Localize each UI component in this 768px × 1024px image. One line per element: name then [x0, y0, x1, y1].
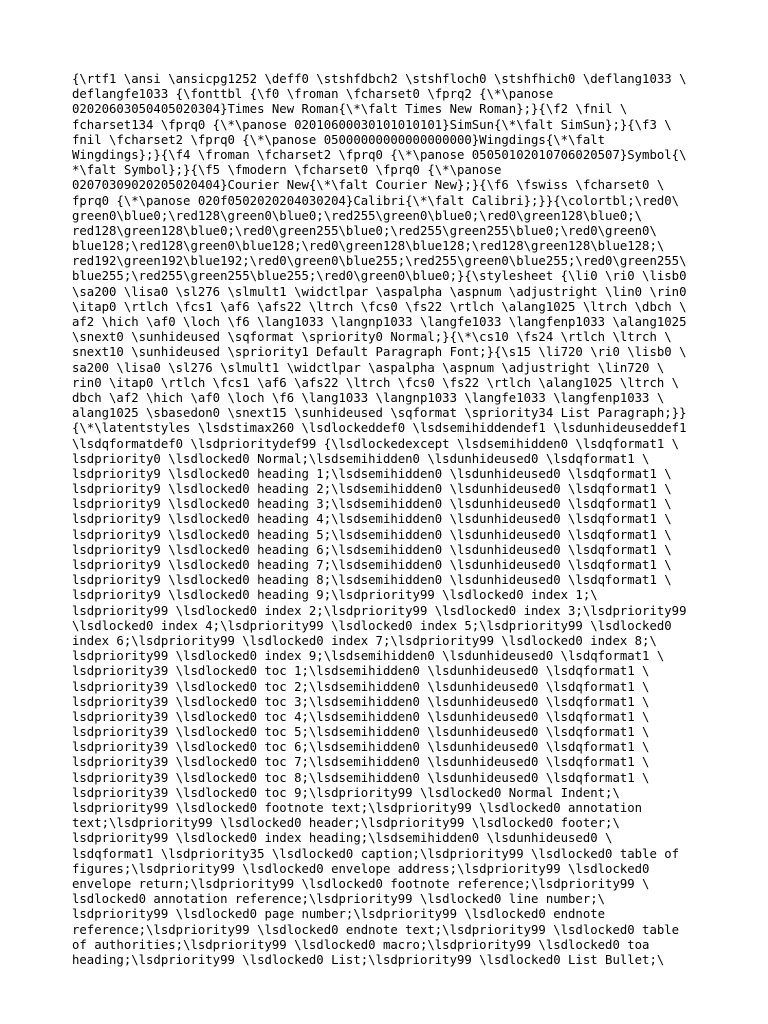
text-line: red192\green192\blue192;\red0\green0\blue255;\red255\green0\blue255;\red0\green255\	[72, 254, 687, 269]
text-line: lsdpriority99 \lsdlocked0 index heading;\lsdsemihidden0 \lsdunhideused0 \	[72, 831, 613, 846]
text-line: {\rtf1 \ansi \ansicpg1252 \deff0 \stshfdbch2 \stshfloch0 \stshfhich0 \deflang1033 \	[72, 72, 687, 86]
text-line: lsdpriority9 \lsdlocked0 heading 5;\lsdsemihidden0 \lsdunhideused0 \lsdqformat1 \	[72, 527, 672, 542]
text-line: blue128;\red128\green0\blue128;\red0\green128\blue128;\red128\green128\blue128;\	[72, 239, 665, 254]
text-line: lsdpriority9 \lsdlocked0 heading 4;\lsdsemihidden0 \lsdunhideused0 \lsdqformat1 \	[72, 512, 672, 527]
text-line: lsdpriority0 \lsdlocked0 Normal;\lsdsemihidden0 \lsdunhideused0 \lsdqformat1 \	[72, 451, 650, 466]
text-line: {\*\latentstyles \lsdstimax260 \lsdlockeddef0 \lsdsemihiddendef1 \lsdunhideuseddef1	[72, 421, 687, 436]
text-line: lsdpriority9 \lsdlocked0 heading 2;\lsdsemihidden0 \lsdunhideused0 \lsdqformat1 \	[72, 482, 672, 497]
rtf-source-text	[72, 72, 712, 968]
text-line: envelope return;\lsdpriority99 \lsdlocked0 footnote reference;\lsdpriority99 \	[72, 876, 650, 891]
text-line: lsdpriority39 \lsdlocked0 toc 8;\lsdsemihidden0 \lsdunhideused0 \lsdqformat1 \	[72, 770, 650, 785]
text-line: lsdpriority99 \lsdlocked0 index 2;\lsdpriority99 \lsdlocked0 index 3;\lsdpriority99	[72, 603, 687, 618]
text-line: lsdpriority9 \lsdlocked0 heading 3;\lsdsemihidden0 \lsdunhideused0 \lsdqformat1 \	[72, 497, 672, 512]
text-line: \sa200 \lisa0 \sl276 \slmult1 \widctlpar \aspalpha \aspnum \adjustright \lin0 \rin0	[72, 284, 687, 299]
text-line: green0\blue0;\red128\green0\blue0;\red255\green0\blue0;\red0\green128\blue0;\	[72, 208, 643, 223]
text-line: lsdlocked0 annotation reference;\lsdpriority99 \lsdlocked0 line number;\	[72, 892, 606, 907]
text-line: sa200 \lisa0 \sl276 \slmult1 \widctlpar \aspalpha \aspnum \adjustright \lin720 \	[72, 360, 665, 375]
text-line: \lsdqformatdef0 \lsdprioritydef99 {\lsdlockedexcept \lsdsemihidden0 \lsdqformat1 \	[72, 436, 680, 451]
text-line: \itap0 \rtlch \fcs1 \af6 \afs22 \ltrch \fcs0 \fs22 \rtlch \alang1025 \ltrch \dbch \	[72, 299, 687, 314]
text-line: lsdpriority39 \lsdlocked0 toc 2;\lsdsemihidden0 \lsdunhideused0 \lsdqformat1 \	[72, 679, 650, 694]
text-line: lsdpriority39 \lsdlocked0 toc 3;\lsdsemihidden0 \lsdunhideused0 \lsdqformat1 \	[72, 694, 650, 709]
text-line: rin0 \itap0 \rtlch \fcs1 \af6 \afs22 \ltrch \fcs0 \fs22 \rtlch \alang1025 \ltrch \	[72, 375, 680, 390]
text-line: heading;\lsdpriority99 \lsdlocked0 List;\lsdpriority99 \lsdlocked0 List Bullet;\	[72, 952, 665, 967]
text-line: 02020603050405020304}Times New Roman{\*\falt Times New Roman};}{\f2 \fnil \	[72, 102, 628, 117]
text-line: lsdpriority39 \lsdlocked0 toc 4;\lsdsemihidden0 \lsdunhideused0 \lsdqformat1 \	[72, 709, 650, 724]
text-line: lsdpriority39 \lsdlocked0 toc 6;\lsdsemihidden0 \lsdunhideused0 \lsdqformat1 \	[72, 740, 650, 755]
text-line: blue255;\red255\green255\blue255;\red0\green0\blue0;}{\stylesheet {\li0 \ri0 \lisb0	[72, 269, 687, 284]
text-line: lsdqformat1 \lsdpriority35 \lsdlocked0 caption;\lsdpriority99 \lsdlocked0 table of	[72, 846, 680, 861]
text-line: fprq0 {\*\panose 020f0502020204030204}Calibri{\*\falt Calibri};}}{\colortbl;\red0\	[72, 193, 680, 208]
text-line: of authorities;\lsdpriority99 \lsdlocked0 macro;\lsdpriority99 \lsdlocked0 toa	[72, 937, 650, 952]
text-line: lsdpriority99 \lsdlocked0 page number;\lsdpriority99 \lsdlocked0 endnote	[72, 907, 606, 922]
text-line: alang1025 \sbasedon0 \snext15 \sunhideused \sqformat \spriority34 List Paragraph;}}	[72, 406, 687, 421]
text-line: snext10 \sunhideused \spriority1 Default Paragraph Font;}{\s15 \li720 \ri0 \lisb0 \	[72, 345, 687, 360]
text-line: lsdpriority39 \lsdlocked0 toc 1;\lsdsemihidden0 \lsdunhideused0 \lsdqformat1 \	[72, 664, 650, 679]
text-line: lsdpriority99 \lsdlocked0 footnote text;\lsdpriority99 \lsdlocked0 annotation	[72, 801, 643, 815]
text-line: lsdpriority9 \lsdlocked0 heading 8;\lsdsemihidden0 \lsdunhideused0 \lsdqformat1 \	[72, 573, 672, 588]
text-line: lsdpriority39 \lsdlocked0 toc 9;\lsdpriority99 \lsdlocked0 Normal Indent;\	[72, 785, 620, 800]
text-line: fcharset134 \fprq0 {\*\panose 02010600030101010101}SimSun{\*\falt SimSun};}{\f3 \	[72, 117, 672, 132]
text-line: text;\lsdpriority99 \lsdlocked0 header;\lsdpriority99 \lsdlocked0 footer;\	[72, 816, 620, 831]
text-line: lsdpriority9 \lsdlocked0 heading 1;\lsdsemihidden0 \lsdunhideused0 \lsdqformat1 \	[72, 466, 672, 481]
text-line: lsdpriority99 \lsdlocked0 index 9;\lsdsemihidden0 \lsdunhideused0 \lsdqformat1 \	[72, 649, 665, 664]
text-line: reference;\lsdpriority99 \lsdlocked0 endnote text;\lsdpriority99 \lsdlocked0 table	[72, 922, 680, 937]
text-line: lsdpriority9 \lsdlocked0 heading 6;\lsdsemihidden0 \lsdunhideused0 \lsdqformat1 \	[72, 542, 672, 557]
text-line: lsdpriority9 \lsdlocked0 heading 7;\lsdsemihidden0 \lsdunhideused0 \lsdqformat1 \	[72, 558, 672, 572]
text-line: lsdpriority39 \lsdlocked0 toc 5;\lsdsemihidden0 \lsdunhideused0 \lsdqformat1 \	[72, 725, 650, 740]
text-line: deflangfe1033 {\fonttbl {\f0 \froman \fcharset0 \fprq2 {\*\panose	[72, 87, 554, 102]
text-line: Wingdings};}{\f4 \froman \fcharset2 \fprq0 {\*\panose 05050102010706020507}Symbol{\	[72, 147, 687, 162]
text-line: lsdpriority39 \lsdlocked0 toc 7;\lsdsemihidden0 \lsdunhideused0 \lsdqformat1 \	[72, 755, 650, 770]
text-line: 02070309020205020404}Courier New{\*\falt Courier New};}{\f6 \fswiss \fcharset0 \	[72, 178, 665, 193]
text-line: *\falt Symbol};}{\f5 \fmodern \fcharset0 \fprq0 {\*\panose	[72, 163, 502, 178]
text-line: \lsdlocked0 index 4;\lsdpriority99 \lsdlocked0 index 5;\lsdpriority99 \lsdlocked0	[72, 618, 672, 633]
text-line: dbch \af2 \hich \af0 \loch \f6 \lang1033 \langnp1033 \langfe1033 \langfenp1033 \	[72, 390, 665, 405]
text-line: \snext0 \sunhideused \sqformat \spriority0 Normal;}{\*\cs10 \fs24 \rtlch \ltrch \	[72, 330, 672, 345]
text-line: figures;\lsdpriority99 \lsdlocked0 envelope address;\lsdpriority99 \lsdlocked0	[72, 861, 650, 876]
text-line: index 6;\lsdpriority99 \lsdlocked0 index 7;\lsdpriority99 \lsdlocked0 index 8;\	[72, 633, 657, 648]
text-line: lsdpriority9 \lsdlocked0 heading 9;\lsdpriority99 \lsdlocked0 index 1;\	[72, 588, 598, 603]
text-line: fnil \fcharset2 \fprq0 {\*\panose 05000000000000000000}Wingdings{\*\falt	[72, 132, 606, 147]
text-line: red128\green128\blue0;\red0\green255\blue0;\red255\green255\blue0;\red0\green0\	[72, 223, 657, 238]
text-line: af2 \hich \af0 \loch \f6 \lang1033 \langnp1033 \langfe1033 \langfenp1033 \alang1025	[72, 315, 687, 329]
